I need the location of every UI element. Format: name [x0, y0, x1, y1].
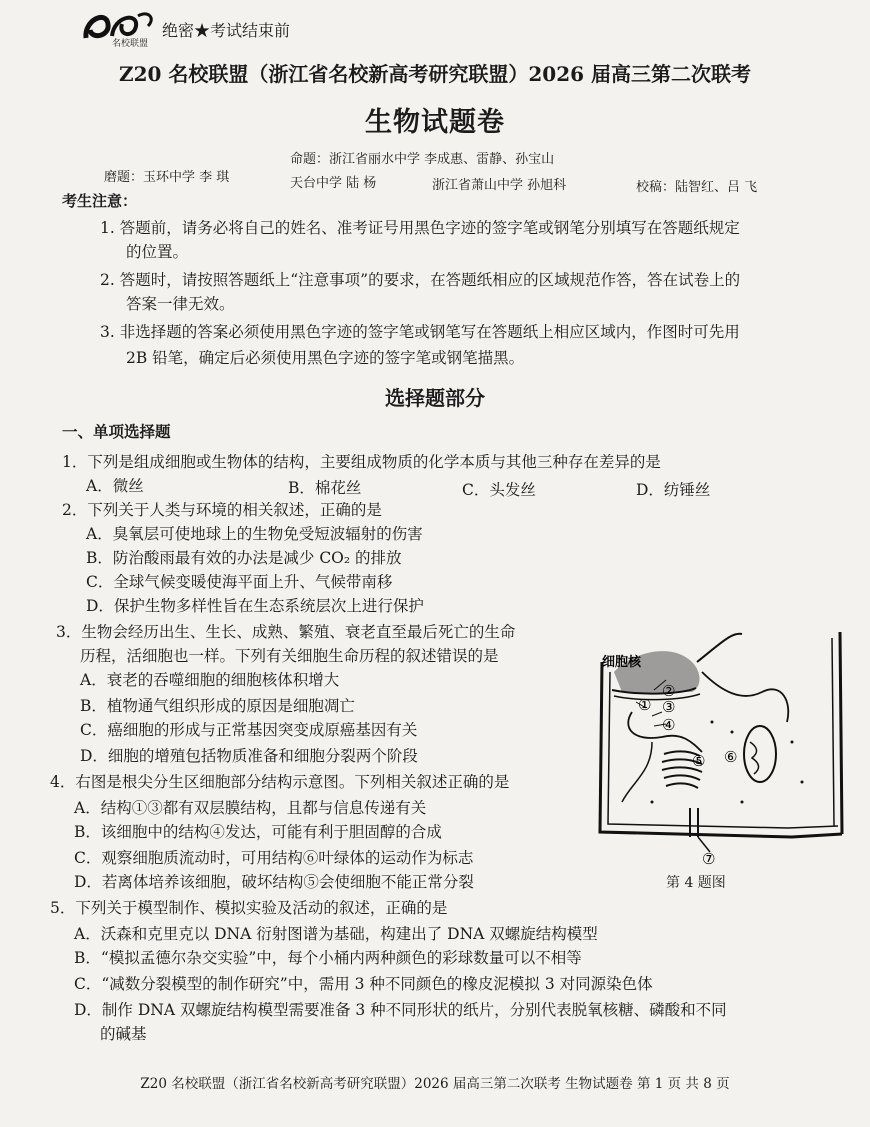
marker-5: ⑤ [692, 752, 706, 770]
page-title: 生物试题卷 [365, 107, 505, 138]
question-2-option-b: B．防治酸雨最有效的办法是减少 CO₂ 的排放 [86, 549, 402, 567]
confidential-mark: 绝密★考试结束前 [162, 21, 291, 40]
question-5-option-b: B．“模拟孟德尔杂交实验”中，每个小桶内两种颜色的彩球数量可以不相等 [74, 949, 582, 967]
page-footer: Z20 名校联盟（浙江省名校新高考研究联盟）2026 届高三第二次联考 生物试题卷 第 1 页 共 8 页 [140, 1076, 730, 1092]
question-1-option-d: D．纺锤丝 [636, 481, 711, 499]
question-4-option-b: B．该细胞中的结构④发达，可能有利于胆固醇的合成 [74, 823, 442, 841]
question-3-stem: 3．生物会经历出生、生长、成熟、繁殖、衰老直至最后死亡的生命 [56, 623, 516, 641]
figure-caption: 第 4 题图 [666, 875, 726, 891]
question-5-option-d-cont: 的碱基 [100, 1025, 147, 1043]
question-4-option-a: A．结构①③都有双层膜结构，且都与信息传递有关 [74, 799, 427, 817]
question-3-option-b: B．植物通气组织形成的原因是细胞凋亡 [80, 697, 355, 715]
credits-proposers-2: 天台中学 陆 杨 [290, 176, 377, 191]
notice-title: 考生注意： [62, 192, 138, 210]
question-5-option-a: A．沃森和克里克以 DNA 衍射图谱为基础，构建出了 DNA 双螺旋结构模型 [74, 925, 598, 943]
question-2-option-d: D．保护生物多样性旨在生态系统层次上进行保护 [86, 597, 424, 615]
marker-6: ⑥ [724, 748, 738, 766]
question-1-option-b: B．棉花丝 [288, 479, 362, 497]
credits-proofread: 校稿：陆智红、吕 飞 [636, 180, 758, 195]
cell-structure-figure [592, 632, 848, 872]
marker-1: ① [638, 696, 652, 714]
question-3-option-c: C．癌细胞的形成与正常基因突变成原癌基因有关 [80, 721, 418, 739]
logo-text: 名校联盟 [112, 39, 149, 49]
marker-2: ② [662, 682, 676, 700]
marker-4: ④ [662, 716, 676, 734]
marker-3: ③ [662, 698, 676, 716]
section-subtitle: 一、单项选择题 [62, 422, 171, 441]
question-1-stem: 1．下列是组成细胞或生物体的结构，主要组成物质的化学本质与其他三种存在差异的是 [62, 453, 661, 471]
question-5-stem: 5．下列关于模型制作、模拟实验及活动的叙述，正确的是 [50, 899, 448, 917]
question-4-stem: 4．右图是根尖分生区细胞部分结构示意图。下列相关叙述正确的是 [50, 773, 510, 791]
credits-proposers: 命题：浙江省丽水中学 李成惠、雷静、孙宝山 [290, 152, 555, 167]
question-5-option-c: C．“减数分裂模型的制作研究”中，需用 3 种不同颜色的橡皮泥模拟 3 对同源染色体 [74, 975, 653, 993]
nucleus-label: 细胞核 [602, 655, 642, 670]
marker-7: ⑦ [702, 850, 716, 868]
section-title: 选择题部分 [385, 386, 485, 410]
question-2-option-a: A．臭氧层可使地球上的生物免受短波辐射的伤害 [86, 525, 423, 543]
notice-item: 答案一律无效。 [126, 295, 235, 313]
notice-item: 的位置。 [126, 243, 189, 261]
notice-item: 2. 答题时，请按照答题纸上“注意事项”的要求，在答题纸相应的区域规范作答，答在试卷上的 [100, 271, 741, 289]
notice-item: 3. 非选择题的答案必须使用黑色字迹的签字笔或钢笔写在答题纸上相应区域内，作图时可先用 [100, 323, 740, 341]
question-4-option-d: D．若离体培养该细胞，破坏结构⑤会使细胞不能正常分裂 [74, 873, 474, 891]
question-1-option-a: A．微丝 [86, 477, 144, 495]
question-3-option-a: A．衰老的吞噬细胞的细胞核体积增大 [80, 671, 340, 689]
credits-proposers-3: 浙江省萧山中学 孙旭科 [432, 178, 567, 193]
notice-item: 2B 铅笔，确定后必须使用黑色字迹的签字笔或钢笔描黑。 [126, 349, 525, 367]
question-3-stem-cont: 历程，活细胞也一样。下列有关细胞生命历程的叙述错误的是 [80, 647, 499, 665]
question-4-option-c: C．观察细胞质流动时，可用结构⑥叶绿体的运动作为标志 [74, 849, 474, 867]
question-1-option-c: C．头发丝 [462, 481, 536, 499]
credits-polish: 磨题：玉环中学 李 琪 [104, 170, 230, 185]
question-2-stem: 2．下列关于人类与环境的相关叙述，正确的是 [62, 501, 382, 519]
exam-title: Z20 名校联盟（浙江省名校新高考研究联盟）2026 届高三第二次联考 [118, 62, 752, 86]
notice-item: 1. 答题前，请务必将自己的姓名、准考证号用黑色字迹的签字笔或钢笔分别填写在答题纸规定 [100, 219, 740, 237]
question-3-option-d: D．细胞的增殖包括物质准备和细胞分裂两个阶段 [80, 747, 418, 765]
question-5-option-d: D．制作 DNA 双螺旋结构模型需要准备 3 种不同形状的纸片，分别代表脱氧核糖、磷酸和不同 [74, 1001, 727, 1019]
question-2-option-c: C．全球气候变暖使海平面上升、气候带南移 [86, 573, 393, 591]
